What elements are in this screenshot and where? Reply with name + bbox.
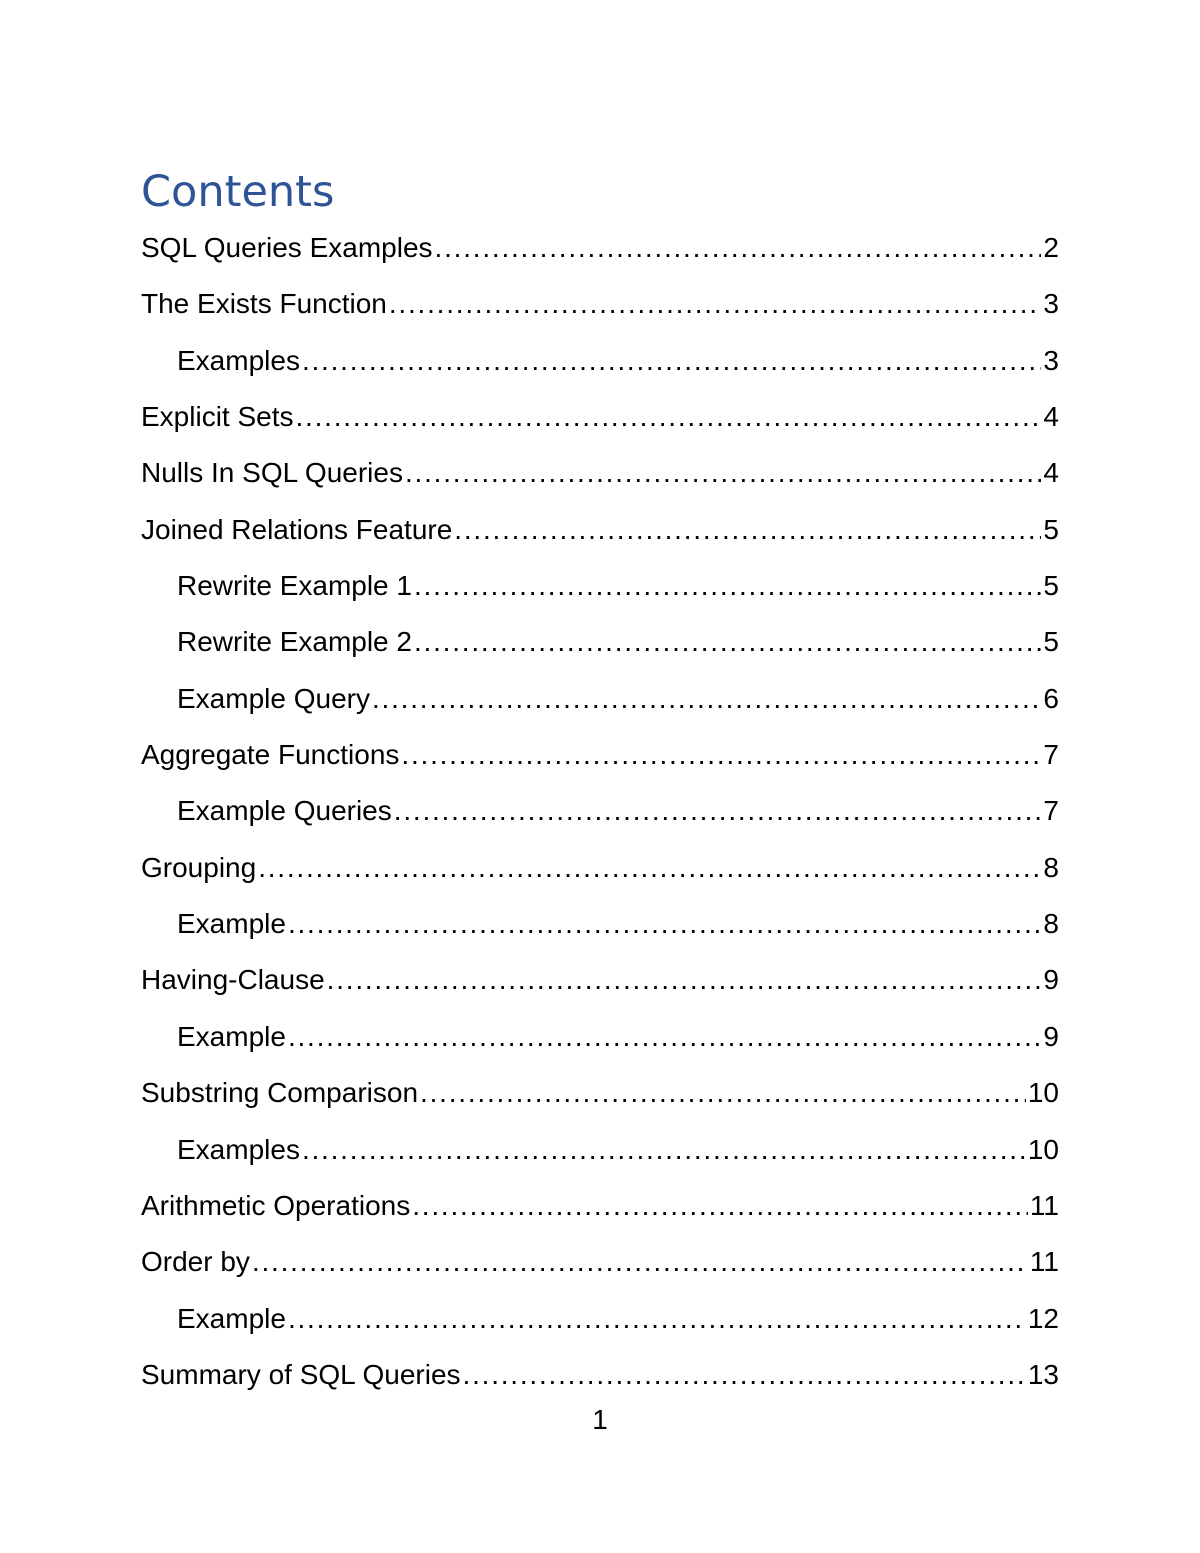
toc-subentry[interactable] bbox=[141, 333, 1059, 389]
page-number: 1 bbox=[592, 1404, 608, 1435]
toc-entry-label: Rewrite Example 1 bbox=[177, 570, 412, 602]
toc-dot-leader bbox=[401, 727, 1041, 783]
toc-entry-page: 5 bbox=[1043, 570, 1059, 602]
toc-entry-label: Grouping bbox=[141, 851, 257, 883]
toc-dot-leader bbox=[389, 276, 1042, 332]
toc-entry-label: Substring Comparison bbox=[141, 1077, 419, 1109]
toc-entry-label: Example bbox=[177, 1302, 286, 1334]
toc-title: Contents bbox=[141, 167, 335, 217]
toc-entry-page: 8 bbox=[1043, 851, 1059, 883]
toc-entry-page: 9 bbox=[1043, 1020, 1059, 1052]
toc-dot-leader bbox=[414, 558, 1041, 614]
toc-entry-label: Rewrite Example 2 bbox=[177, 626, 412, 658]
toc-dot-leader bbox=[302, 333, 1041, 389]
toc-dot-leader bbox=[454, 502, 1041, 558]
toc-subentry[interactable] bbox=[141, 1122, 1059, 1178]
toc-entry-page: 10 bbox=[1027, 1133, 1059, 1165]
toc-subentry[interactable] bbox=[141, 1291, 1059, 1347]
toc-subentry[interactable] bbox=[141, 558, 1059, 614]
toc-dot-leader bbox=[288, 896, 1041, 952]
toc-dot-leader bbox=[327, 952, 1042, 1008]
toc-entry[interactable] bbox=[141, 952, 1059, 1008]
toc-entry[interactable] bbox=[141, 220, 1059, 276]
toc-entry-page: 11 bbox=[1029, 1246, 1059, 1278]
toc-entry-page: 11 bbox=[1029, 1189, 1059, 1221]
toc-entry-label: Joined Relations Feature bbox=[141, 513, 453, 545]
toc-entry-label: Having-Clause bbox=[141, 964, 325, 996]
toc-entry[interactable] bbox=[141, 1178, 1059, 1234]
toc-entry[interactable] bbox=[141, 840, 1059, 896]
toc-subentry[interactable] bbox=[141, 1009, 1059, 1065]
toc-entry-label: Example bbox=[177, 1020, 286, 1052]
toc-entry-label: Examples bbox=[177, 1133, 300, 1165]
toc-dot-leader bbox=[414, 614, 1041, 670]
toc-entry-page: 2 bbox=[1043, 232, 1059, 263]
toc-entry-page: 8 bbox=[1043, 908, 1059, 940]
toc-entry[interactable] bbox=[141, 445, 1059, 501]
toc-entry-label: Order by bbox=[141, 1246, 250, 1278]
toc-entry-page: 5 bbox=[1043, 513, 1059, 545]
toc-entry-label: Nulls In SQL Queries bbox=[141, 457, 403, 489]
toc-entry-label: The Exists Function bbox=[141, 288, 387, 320]
toc-entry-page: 5 bbox=[1043, 626, 1059, 658]
toc-entry[interactable] bbox=[141, 1234, 1059, 1290]
toc-dot-leader bbox=[463, 1347, 1026, 1403]
toc-entry-page: 4 bbox=[1043, 401, 1059, 433]
toc-dot-leader bbox=[258, 840, 1041, 896]
toc-entry-label: SQL Queries Examples bbox=[141, 232, 433, 263]
toc-dot-leader bbox=[405, 445, 1041, 501]
toc-entry-page: 3 bbox=[1043, 344, 1059, 376]
toc-dot-leader bbox=[252, 1234, 1028, 1290]
toc-entry-page: 10 bbox=[1027, 1077, 1059, 1109]
toc-entry[interactable] bbox=[141, 727, 1059, 783]
toc-entry-page: 7 bbox=[1043, 739, 1059, 771]
toc-entry[interactable] bbox=[141, 1347, 1059, 1403]
toc-subentry[interactable] bbox=[141, 614, 1059, 670]
toc-entry-label: Aggregate Functions bbox=[141, 739, 400, 771]
toc-dot-leader bbox=[420, 1065, 1026, 1121]
toc-dot-leader bbox=[435, 220, 1042, 276]
toc-entry-page: 6 bbox=[1043, 682, 1059, 714]
toc-dot-leader bbox=[394, 783, 1042, 839]
toc-entry-page: 7 bbox=[1043, 795, 1059, 827]
toc-dot-leader bbox=[372, 671, 1041, 727]
toc-entry-page: 12 bbox=[1027, 1302, 1059, 1334]
toc-entry-label: Examples bbox=[177, 344, 300, 376]
toc-entry-label: Summary of SQL Queries bbox=[141, 1358, 461, 1390]
toc-list bbox=[141, 220, 1059, 1403]
toc-entry-page: 9 bbox=[1043, 964, 1059, 996]
toc-entry[interactable] bbox=[141, 1065, 1059, 1121]
toc-entry-label: Example Query bbox=[177, 682, 370, 714]
toc-subentry[interactable] bbox=[141, 671, 1059, 727]
toc-entry[interactable] bbox=[141, 502, 1059, 558]
toc-entry-page: 4 bbox=[1043, 457, 1059, 489]
toc-entry-label: Explicit Sets bbox=[141, 401, 294, 433]
toc-subentry[interactable] bbox=[141, 783, 1059, 839]
toc-entry-label: Example Queries bbox=[177, 795, 392, 827]
toc-entry-page: 3 bbox=[1043, 288, 1059, 320]
toc-entry[interactable] bbox=[141, 389, 1059, 445]
toc-entry[interactable] bbox=[141, 276, 1059, 332]
toc-dot-leader bbox=[288, 1291, 1026, 1347]
toc-dot-leader bbox=[412, 1178, 1028, 1234]
toc-entry-label: Arithmetic Operations bbox=[141, 1189, 411, 1221]
toc-entry-label: Example bbox=[177, 908, 286, 940]
toc-entry-page: 13 bbox=[1027, 1358, 1059, 1390]
toc-dot-leader bbox=[296, 389, 1042, 445]
toc-dot-leader bbox=[288, 1009, 1041, 1065]
toc-dot-leader bbox=[302, 1122, 1026, 1178]
toc-subentry[interactable] bbox=[141, 896, 1059, 952]
